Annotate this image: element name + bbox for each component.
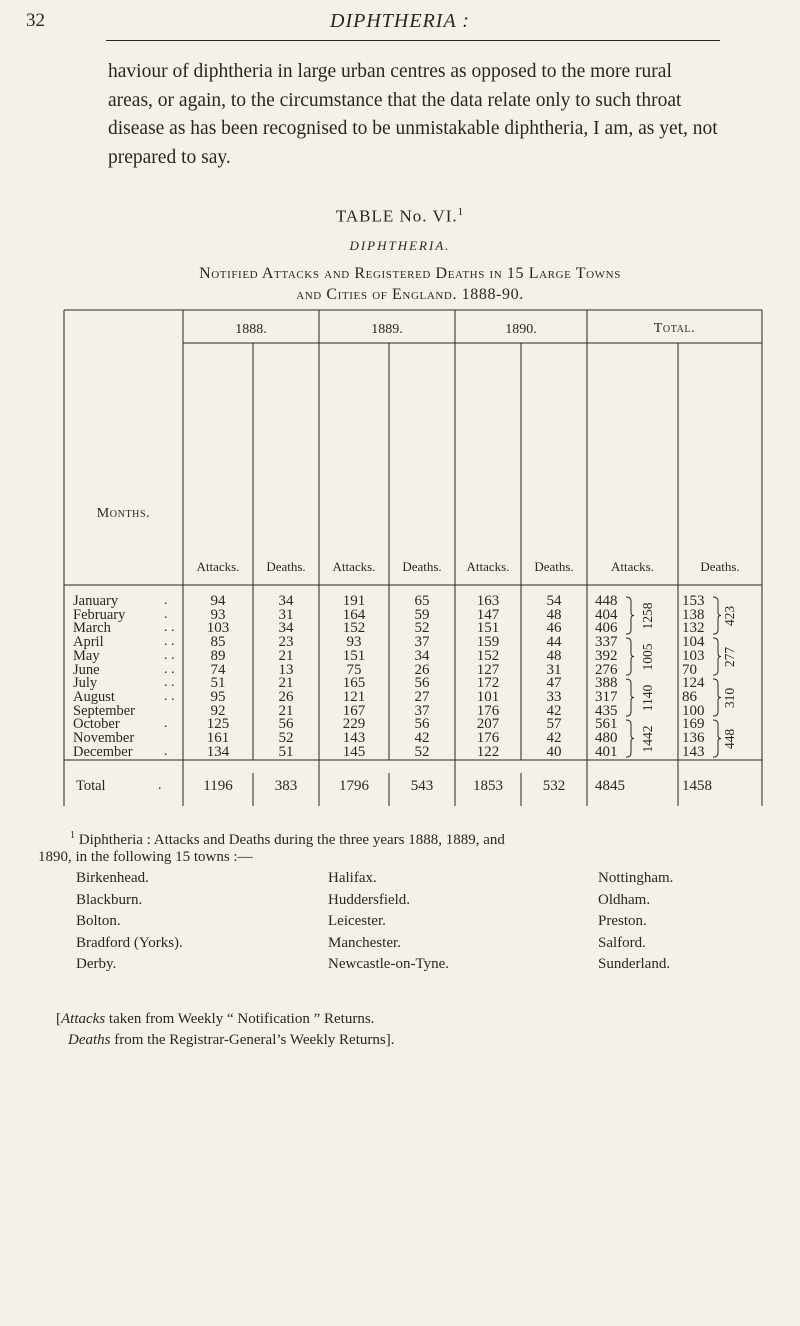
table-cell: 86 [682,688,697,705]
table-cell: 134 [206,743,230,760]
town-name: Nottingham. [598,870,674,886]
town-name: Oldham. [598,891,651,908]
table-cell: 46 [546,620,562,637]
table-cell: 74 [210,661,226,678]
town-name: Bolton. [76,913,121,929]
table-cell: 101 [476,688,500,705]
sub-header-deaths-1889: Deaths. [402,559,442,574]
table-cell: 37 [414,702,430,719]
table-footnote-mark: 1 [457,206,465,218]
table-cell: 176 [476,730,500,746]
town-name: Blackburn. [76,891,143,908]
months-header: Months. [96,506,151,521]
town-name: Leicester. [328,913,386,929]
table-cell: 406 [595,620,618,637]
table-cell: 152 [342,620,366,637]
table-cell: 153 [682,593,705,609]
table-cell: 57 [546,716,562,733]
table-cell: 435 [595,702,618,719]
table-cell: 121 [342,688,366,705]
town-name: Derby. [76,956,117,972]
town-name: Birkenhead. [76,870,149,886]
sub-header-attacks-total: Attacks. [611,559,654,574]
table-subtitle: DIPHTHERIA. [349,238,451,253]
month-dots: . . [164,620,175,636]
table-cell: 147 [476,606,500,623]
total-cell: 1853 [473,778,503,794]
quarter-attacks-total: 1005 [640,643,655,671]
source-deaths-rest: from the Registrar-General’s Weekly Returns]. [110,1032,395,1048]
table-cell: 52 [278,730,294,746]
table-cell: 95 [210,688,226,705]
table-cell: 337 [595,634,618,651]
quarter-attacks-brace [625,678,635,717]
table-cell: 44 [546,634,562,651]
table-cell: 31 [278,606,294,623]
month-label: August [73,688,115,705]
table-cell: 75 [346,661,362,678]
table-cell: 34 [278,620,294,637]
quarter-deaths-total: 277 [722,646,737,667]
table-cell: 167 [342,702,366,719]
table-cell: 31 [546,661,562,678]
table-cell: 85 [210,634,226,651]
table-cell: 23 [278,634,294,651]
table-number-label: TABLE No. VI. [335,206,458,226]
quarter-attacks-brace [625,637,635,676]
month-label: February [73,606,126,623]
month-label: October [73,716,120,733]
table-cell: 448 [595,593,618,609]
table-cell: 33 [546,688,562,705]
table-cell: 401 [595,743,618,760]
month-label: July [73,675,98,692]
total-cell: 4845 [595,778,625,794]
month-dots: . [164,716,168,732]
month-dots: . . [164,634,175,650]
month-label: June [73,661,100,678]
table-cell: 159 [476,634,500,651]
town-name: Huddersfield. [328,891,411,908]
table-cell: 100 [682,702,705,719]
table-cell: 125 [206,716,230,733]
table-cell: 42 [414,730,430,746]
footnote-deaths-source [68,1031,768,1050]
sub-header-attacks-1890: Attacks. [466,559,510,574]
table-cell: 51 [210,675,226,692]
table-cell: 70 [682,661,697,678]
table-cell: 21 [278,647,294,664]
month-label: December [73,743,133,760]
table-cell: 42 [546,702,562,719]
table-cell: 89 [210,647,226,664]
sub-header-deaths-1888: Deaths. [266,559,306,574]
table-cell: 138 [682,606,705,623]
total-cell: 543 [410,778,434,794]
body-paragraph: haviour of diphtheria in large urban centres as opposed to the more rural areas, or again, to the circumstance that the data relate only to such throat disease as has been recognised to be unmistakable diphtheria, I am, as yet, not prepared to say. [108,61,718,168]
source-deaths-word: Deaths [68,1032,111,1048]
table-cell: 42 [546,730,562,746]
year-header-1888: 1888. [235,322,267,337]
quarter-deaths-brace [712,596,722,635]
quarter-attacks-brace [625,719,635,758]
table-cell: 37 [414,634,430,651]
month-dots: . [164,606,168,622]
footnote-text-1: Diphtheria : Attacks and Deaths during the three years 1888, 1889, and [78,832,505,848]
table-cell: 59 [414,606,430,623]
quarter-deaths-brace [712,719,722,758]
table-cell: 93 [346,634,362,651]
table-cell: 94 [210,593,226,609]
running-head: DIPHTHERIA : [330,10,470,32]
caption-line-2: and Cities of England. 1888-90. [296,286,524,303]
table-cell: 136 [682,730,705,746]
table-cell: 392 [595,647,618,664]
table-cell: 34 [414,647,430,664]
total-cell: 1796 [339,778,369,794]
table-cell: 52 [414,743,430,760]
table-cell: 164 [342,606,366,623]
page-number: 32 [26,10,45,31]
table-cell: 143 [682,743,705,760]
table-cell: 191 [342,593,366,609]
footnote-attacks-source [56,1010,756,1029]
table-cell: 103 [206,620,230,637]
source-attacks-rest: taken from Weekly “ Notification ” Returns. [105,1011,375,1027]
quarter-deaths-brace [712,678,722,717]
town-name: Sunderland. [598,956,671,972]
quarter-attacks-total: 1140 [640,684,655,711]
table-caption [50,263,770,305]
quarter-deaths-total: 423 [722,605,737,626]
total-cell: 532 [542,778,566,794]
table-cell: 229 [342,716,366,733]
table-cell: 124 [682,675,705,692]
table-cell: 176 [476,702,500,719]
table-cell: 56 [414,675,430,692]
table-cell: 151 [476,620,500,637]
sub-header-attacks-1889: Attacks. [332,559,376,574]
table-cell: 145 [342,743,366,760]
quarter-deaths-total: 310 [722,687,737,708]
quarter-attacks-brace [625,596,635,635]
total-dots: . [158,778,162,793]
month-label: May [73,647,100,664]
month-dots: . . [164,647,175,663]
town-name: Newcastle-on-Tyne. [328,956,449,972]
table-number [0,206,800,227]
table-cell: 480 [595,730,618,746]
footnote-line-2: 1890, in the following 15 towns :— [38,849,253,865]
table-cell: 26 [278,688,294,705]
table-cell: 21 [278,675,294,692]
table-cell: 65 [414,593,430,609]
footnote-line-1 [70,826,770,850]
total-cell: 1196 [203,778,233,794]
table-cell: 165 [342,675,366,692]
header-rule [106,40,720,41]
source-bracket: [ [56,1011,61,1027]
month-label: January [73,593,119,609]
table-cell: 317 [595,688,618,705]
table-cell: 27 [414,688,430,705]
table-cell: 13 [278,661,294,678]
total-cell: 1458 [682,778,712,794]
total-header: Total. [653,321,696,336]
caption-line-1: Notified Attacks and Registered Deaths in 15 Large Towns [199,265,621,282]
table-cell: 404 [595,606,618,623]
table-cell: 56 [278,716,294,733]
table-cell: 561 [595,716,618,733]
month-dots: . [164,593,168,608]
year-header-1890: 1890. [505,322,537,337]
table-cell: 151 [342,647,366,664]
table-cell: 40 [546,743,562,760]
table-cell: 122 [476,743,500,760]
table-cell: 48 [546,647,562,664]
sub-header-deaths-1890: Deaths. [534,559,574,574]
table-cell: 34 [278,593,294,609]
table-cell: 388 [595,675,618,692]
table-cell: 48 [546,606,562,623]
table-cell: 152 [476,647,500,664]
table-cell: 21 [278,702,294,719]
source-attacks-word: Attacks [61,1011,106,1027]
quarter-attacks-total: 1442 [640,725,655,753]
footnote-mark: 1 [70,830,75,841]
table-cell: 143 [342,730,366,746]
table-cell: 276 [595,661,618,678]
month-dots: . [164,743,168,759]
town-name: Manchester. [328,934,401,951]
month-label: April [73,634,104,651]
table-cell: 92 [210,702,226,719]
month-dots: . . [164,688,175,704]
quarter-attacks-total: 1258 [640,602,655,630]
total-cell: 383 [274,778,298,794]
month-label: September [73,702,136,719]
sub-header-attacks-1888: Attacks. [196,559,240,574]
town-name: Salford. [598,934,646,951]
month-dots: . . [164,675,175,691]
year-header-1889: 1889. [371,322,403,337]
quarter-deaths-brace [712,637,722,676]
table-cell: 51 [278,743,294,760]
sub-header-deaths-total: Deaths. [700,559,740,574]
table-cell: 161 [206,730,230,746]
table-cell: 103 [682,647,705,664]
table-cell: 26 [414,661,430,678]
month-label: March [73,620,111,637]
table-cell: 104 [682,634,705,651]
month-label: November [73,730,135,746]
table-cell: 169 [682,716,705,733]
table-cell: 163 [476,593,500,609]
table-cell: 127 [476,661,500,678]
table-cell: 132 [682,620,705,637]
table-cell: 172 [476,675,500,692]
table-cell: 93 [210,606,226,623]
table-cell: 47 [546,675,562,692]
town-name: Preston. [598,913,647,929]
quarter-deaths-total: 448 [722,728,737,749]
table-cell: 207 [476,716,500,733]
total-label: Total [76,778,106,794]
town-name: Bradford (Yorks). [76,934,183,951]
town-name: Halifax. [328,870,377,886]
table-cell: 54 [546,593,562,609]
month-dots: . . [164,661,175,677]
table-cell: 52 [414,620,430,637]
table-cell: 56 [414,716,430,733]
